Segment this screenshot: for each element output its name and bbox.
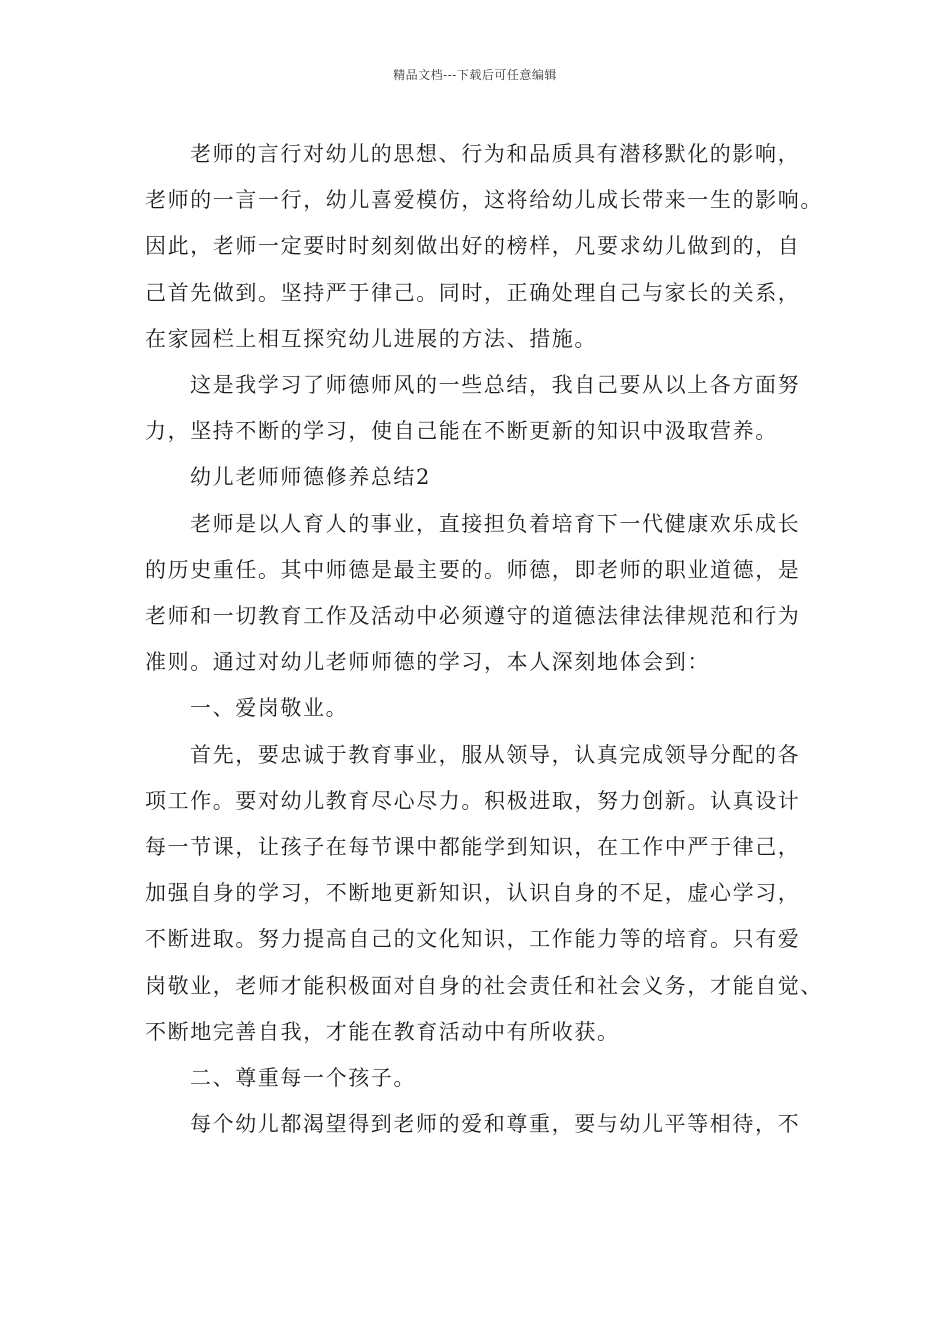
page-header: 精品文档---下载后可任意编辑 [393,68,557,82]
text-line: 岗敬业，老师才能积极面对自身的社会责任和社会义务，才能自觉、 [145,973,823,998]
text-line: 首先，要忠诚于教育事业，服从领导，认真完成领导分配的各 [190,742,801,767]
text-line: 老师的一言一行，幼儿喜爱模仿，这将给幼儿成长带来一生的影响。 [145,188,823,213]
text-line: 二、尊重每一个孩子。 [190,1066,416,1090]
text-line: 在家园栏上相互探究幼儿进展的方法、措施。 [145,326,597,351]
text-line: 的历史重任。其中师德是最主要的。师德，即老师的职业道德，是 [145,557,801,582]
text-line: 不断进取。努力提高自己的文化知识，工作能力等的培育。只有爱 [145,927,801,952]
text-line: 每个幼儿都渴望得到老师的爱和尊重，要与幼儿平等相待，不 [190,1112,801,1137]
text-line: 力，坚持不断的学习，使自己能在不断更新的知识中汲取营养。 [145,419,778,444]
text-line: 幼儿老师师德修养总结2 [190,465,431,490]
text-line: 因此，老师一定要时时刻刻做出好的榜样，凡要求幼儿做到的，自 [145,234,801,259]
text-line: 这是我学习了师德师风的一些总结，我自己要从以上各方面努 [190,373,801,397]
text-line: 加强自身的学习，不断地更新知识，认识自身的不足，虚心学习， [145,881,801,906]
text-line: 老师是以人育人的事业，直接担负着培育下一代健康欢乐成长 [190,511,801,536]
text-line: 不断地完善自我，才能在教育活动中有所收获。 [145,1019,620,1044]
text-line: 老师的言行对幼儿的思想、行为和品质具有潜移默化的影响， [190,142,801,166]
text-line: 准则。通过对幼儿老师师德的学习，本人深刻地体会到： [145,650,710,675]
text-line: 项工作。要对幼儿教育尽心尽力。积极进取，努力创新。认真设计 [145,788,801,813]
text-line: 己首先做到。坚持严于律己。同时，正确处理自己与家长的关系， [145,280,801,305]
text-line: 一、爱岗敬业。 [190,696,349,721]
text-line: 每一节课，让孩子在每节课中都能学到知识，在工作中严于律己， [145,835,801,859]
text-line: 老师和一切教育工作及活动中必须遵守的道德法律法律规范和行为 [145,604,801,628]
